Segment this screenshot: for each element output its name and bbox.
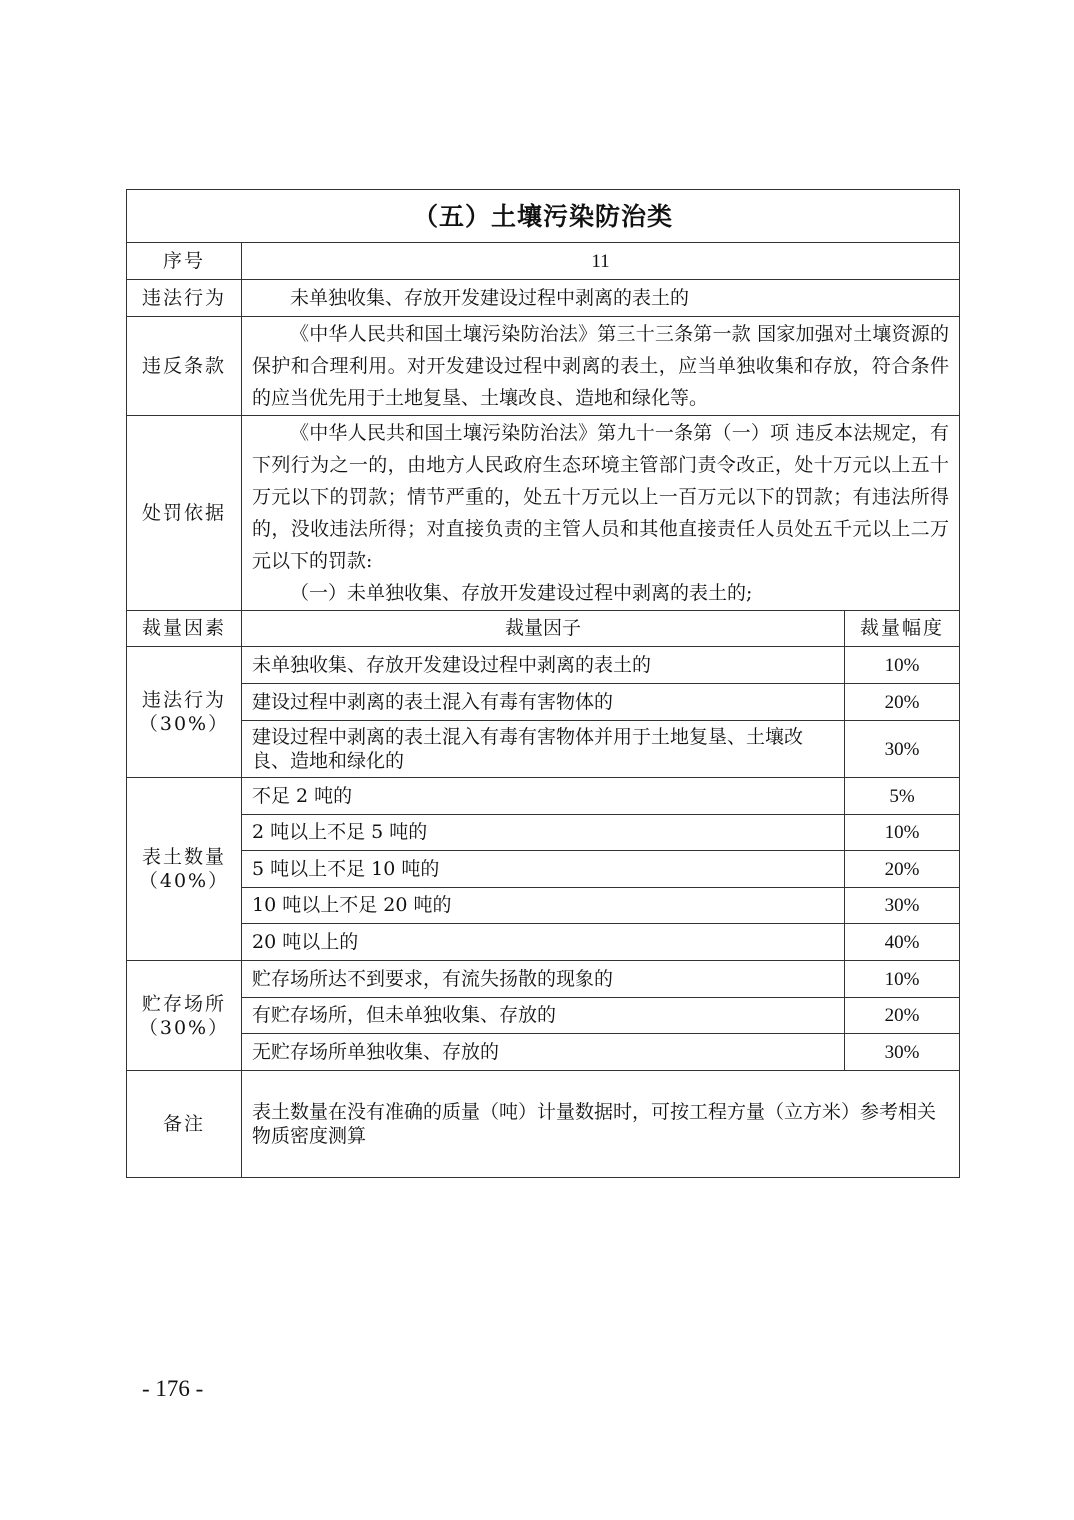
clause-row	[127, 317, 960, 416]
table-row	[127, 721, 960, 778]
page-number: - 176 -	[142, 1376, 204, 1401]
group-name: 违法行为	[141, 689, 226, 711]
violation-value: 未单独收集、存放开发建设过程中剥离的表土的	[242, 280, 960, 317]
table-row	[127, 961, 960, 998]
violation-label: 违法行为	[127, 280, 242, 317]
group-name: 贮存场所	[141, 992, 226, 1015]
factor-pct: 10%	[845, 815, 960, 851]
table-row	[127, 1034, 960, 1071]
group-storage-cell	[127, 961, 242, 1071]
table-row	[127, 998, 960, 1034]
serial-label: 序号	[127, 243, 242, 280]
factor-text: 2 吨以上不足 5 吨的	[242, 815, 845, 851]
penalty-paragraph-item: （一）未单独收集、存放开发建设过程中剥离的表土的;	[290, 582, 753, 604]
factor-text: 5 吨以上不足 10 吨的	[242, 851, 845, 888]
group-quantity-cell	[127, 778, 242, 961]
factor-pct: 30%	[845, 888, 960, 924]
violation-row	[127, 280, 960, 317]
factor-text: 不足 2 吨的	[242, 778, 845, 815]
table-row	[127, 888, 960, 924]
factor-text: 10 吨以上不足 20 吨的	[242, 888, 845, 924]
factor-pct: 10%	[845, 961, 960, 998]
header-factor: 裁量因素	[127, 611, 242, 647]
group-violation-cell	[127, 647, 242, 778]
table-row	[127, 815, 960, 851]
table-row	[127, 778, 960, 815]
factor-pct: 5%	[845, 778, 960, 815]
header-subfactor: 裁量因子	[242, 611, 845, 647]
factor-pct: 20%	[845, 998, 960, 1034]
penalty-paragraph-main: 《中华人民共和国土壤污染防治法》第九十一条第（一）项 违反本法规定，有下列行为之一的，由地方人民政府生态环境主管部门责令改正，处十万元以上五十万元以下的罚款；情节严重的，处五十万元以上一百万元以下的罚款；有违法所得的，没收违法所得；对直接负责的主管人员和其他直接责任人员处五千元以上二万元以下的罚款:	[252, 422, 950, 572]
table-row	[127, 851, 960, 888]
factor-text: 无贮存场所单独收集、存放的	[242, 1034, 845, 1071]
group-weight: （30%）	[138, 1016, 230, 1039]
group-name: 表土数量	[141, 846, 226, 868]
discretion-table	[126, 189, 960, 1178]
factor-pct: 30%	[845, 721, 960, 778]
title-row	[127, 190, 960, 243]
group-weight: （30%）	[138, 713, 230, 735]
factor-pct: 10%	[845, 647, 960, 684]
factor-text: 20 吨以上的	[242, 924, 845, 961]
serial-value: 11	[242, 243, 960, 280]
remarks-text: 表土数量在没有准确的质量（吨）计量数据时，可按工程方量（立方米）参考相关物质密度测算	[242, 1071, 960, 1178]
discretion-header-row	[127, 611, 960, 647]
header-range: 裁量幅度	[845, 611, 960, 647]
remarks-row	[127, 1071, 960, 1178]
clause-label: 违反条款	[127, 317, 242, 416]
factor-text: 未单独收集、存放开发建设过程中剥离的表土的	[242, 647, 845, 684]
factor-text: 建设过程中剥离的表土混入有毒有害物体并用于土地复垦、土壤改良、造地和绿化的	[242, 721, 845, 778]
factor-pct: 40%	[845, 924, 960, 961]
remarks-label: 备注	[127, 1071, 242, 1178]
factor-text: 建设过程中剥离的表土混入有毒有害物体的	[242, 684, 845, 721]
table-row	[127, 684, 960, 721]
table-title: （五）土壤污染防治类	[127, 190, 960, 243]
factor-text: 贮存场所达不到要求，有流失扬散的现象的	[242, 961, 845, 998]
penalty-text	[242, 416, 960, 611]
penalty-row	[127, 416, 960, 611]
factor-pct: 30%	[845, 1034, 960, 1071]
penalty-label: 处罚依据	[127, 416, 242, 611]
clause-text: 《中华人民共和国土壤污染防治法》第三十三条第一款 国家加强对土壤资源的保护和合理利用。对开发建设过程中剥离的表土，应当单独收集和存放，符合条件的应当优先用于土地复垦、土壤改良、造地和绿化等。	[242, 317, 960, 416]
table-row	[127, 647, 960, 684]
group-weight: （40%）	[138, 870, 230, 892]
table-row	[127, 924, 960, 961]
factor-text: 有贮存场所，但未单独收集、存放的	[242, 998, 845, 1034]
factor-pct: 20%	[845, 851, 960, 888]
factor-pct: 20%	[845, 684, 960, 721]
serial-row	[127, 243, 960, 280]
